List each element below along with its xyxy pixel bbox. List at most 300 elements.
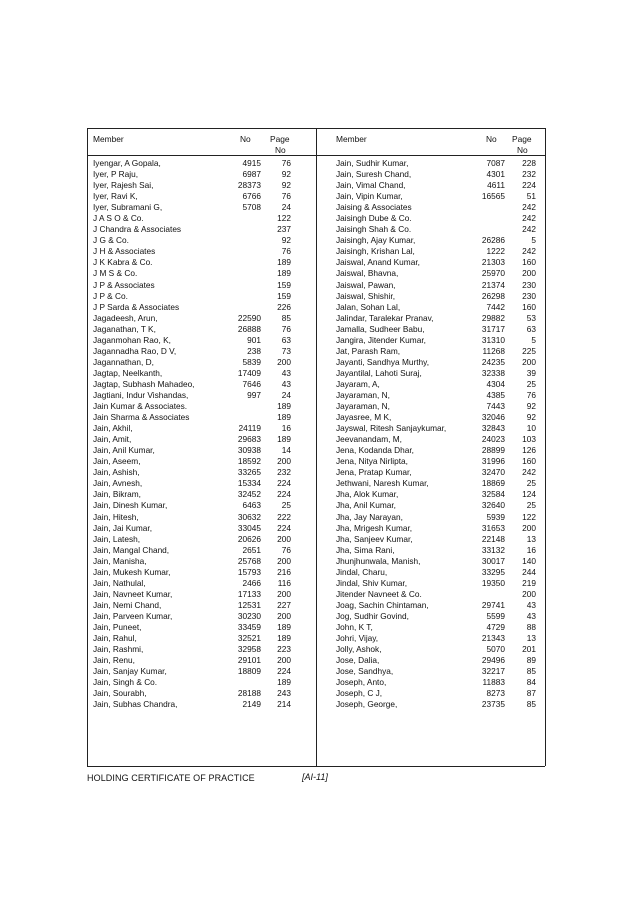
footer-title: HOLDING CERTIFICATE OF PRACTICE <box>87 773 255 783</box>
member-name: Jain, Akhil, <box>93 423 133 434</box>
member-name: Jain Sharma & Associates <box>93 412 190 423</box>
member-number: 11883 <box>482 677 505 688</box>
left-header-no: No <box>240 134 251 144</box>
table-row <box>336 467 537 478</box>
member-name: J P & Co. <box>93 290 128 301</box>
member-number: 24235 <box>481 356 505 367</box>
page-number: 5 <box>531 235 536 246</box>
table-row <box>93 622 293 633</box>
table-bottom-rule <box>87 766 545 767</box>
member-number: 29882 <box>481 312 505 323</box>
member-name: Jain, Anil Kumar, <box>93 445 155 456</box>
member-name: Jain, Renu, <box>93 655 135 666</box>
table-row <box>336 202 537 213</box>
table-row <box>93 644 293 655</box>
table-row <box>93 456 293 467</box>
table-row <box>93 423 293 434</box>
member-number: 15334 <box>237 478 261 489</box>
member-name: Jose, Sandhya, <box>336 666 394 677</box>
page-number: 10 <box>526 423 536 434</box>
table-row <box>336 567 537 578</box>
table-row <box>336 280 537 291</box>
table-row <box>336 423 537 434</box>
member-name: Jaganathan, T K, <box>93 323 156 334</box>
member-number: 30230 <box>237 610 261 621</box>
page-number: 242 <box>522 224 536 235</box>
page-number: 76 <box>526 389 536 400</box>
member-number: 1222 <box>486 246 505 257</box>
table-row <box>336 523 537 534</box>
page-number: 200 <box>277 588 291 599</box>
member-name: Jain, Bikram, <box>93 489 141 500</box>
member-name: Jain, Ashish, <box>93 467 140 478</box>
table-row <box>336 489 537 500</box>
table-row <box>93 280 293 291</box>
member-number: 33459 <box>237 621 261 632</box>
member-number: 19350 <box>481 577 505 588</box>
page-number: 200 <box>277 655 291 666</box>
page-number: 160 <box>522 301 536 312</box>
member-name: Jayaraman, N, <box>336 389 390 400</box>
member-name: Jha, Jay Narayan, <box>336 511 403 522</box>
member-number: 29496 <box>481 655 505 666</box>
table-row <box>93 500 293 511</box>
member-number: 29101 <box>237 655 261 666</box>
member-name: J K Kabra & Co. <box>93 257 153 268</box>
member-number: 32470 <box>481 467 505 478</box>
member-name: Jindal, Shiv Kumar, <box>336 577 408 588</box>
page-number: 189 <box>277 268 291 279</box>
member-number: 30017 <box>481 555 505 566</box>
page-number: 16 <box>526 544 536 555</box>
table-row <box>336 291 537 302</box>
table-row <box>336 644 537 655</box>
member-number: 24119 <box>238 423 261 434</box>
table-row <box>336 534 537 545</box>
page-number: 189 <box>277 257 291 268</box>
table-row <box>336 335 537 346</box>
member-number: 2466 <box>242 577 261 588</box>
member-name: Jain, Jai Kumar, <box>93 522 153 533</box>
member-number: 26888 <box>237 323 261 334</box>
right-header-no: No <box>486 134 497 144</box>
member-name: Johri, Vijay, <box>336 633 379 644</box>
member-name: Jena, Pratap Kumar, <box>336 467 412 478</box>
table-row <box>336 213 537 224</box>
table-row <box>93 191 293 202</box>
table-row <box>336 677 537 688</box>
table-row <box>93 235 293 246</box>
page-number: 225 <box>522 345 536 356</box>
member-name: Jain, Amit, <box>93 434 132 445</box>
page-number: 13 <box>526 633 536 644</box>
member-name: Jaiswal, Anand Kumar, <box>336 257 420 268</box>
left-header-page-no: No <box>275 145 286 155</box>
right-member-list <box>336 158 537 710</box>
member-name: J A S O & Co. <box>93 213 144 224</box>
page-number: 87 <box>526 688 536 699</box>
member-name: Jain Kumar & Associates. <box>93 401 188 412</box>
table-row <box>93 478 293 489</box>
left-header-page: Page <box>270 134 290 144</box>
page-number: 226 <box>277 301 291 312</box>
member-name: Jain, Sourabh, <box>93 688 147 699</box>
member-number: 31310 <box>481 334 505 345</box>
table-row <box>93 169 293 180</box>
member-number: 29741 <box>481 599 505 610</box>
page-number: 92 <box>526 401 536 412</box>
member-name: Jhunjhunwala, Manish, <box>336 555 421 566</box>
page-number: 84 <box>526 677 536 688</box>
table-row <box>336 246 537 257</box>
table-row <box>336 445 537 456</box>
member-name: J H & Associates <box>93 246 156 257</box>
member-number: 6987 <box>242 169 261 180</box>
member-name: Jolly, Ashok, <box>336 644 382 655</box>
member-number: 32452 <box>237 489 261 500</box>
member-number: 26298 <box>481 290 505 301</box>
table-row <box>93 434 293 445</box>
table-row <box>93 467 293 478</box>
member-name: Jayantilal, Lahoti Suraj, <box>336 367 422 378</box>
member-number: 17133 <box>237 588 261 599</box>
table-row <box>336 412 537 423</box>
page-number: 103 <box>522 434 536 445</box>
table-row <box>93 291 293 302</box>
table-row <box>93 257 293 268</box>
member-number: 18809 <box>237 666 261 677</box>
table-row <box>93 202 293 213</box>
page-number: 14 <box>281 445 291 456</box>
table-row <box>336 379 537 390</box>
member-number: 33045 <box>237 522 261 533</box>
member-name: Jalindar, Taralekar Pranav, <box>336 312 434 323</box>
member-number: 32843 <box>481 423 505 434</box>
member-name: Jat, Parash Ram, <box>336 345 401 356</box>
table-row <box>336 589 537 600</box>
page-number: 243 <box>277 688 291 699</box>
page-number: 43 <box>281 378 291 389</box>
page-number: 214 <box>277 699 291 710</box>
page-number: 88 <box>526 621 536 632</box>
member-name: Iyer, Rajesh Sai, <box>93 180 154 191</box>
footer-page-code: [AI-11] <box>302 772 328 782</box>
member-number: 20626 <box>237 533 261 544</box>
member-number: 23735 <box>481 699 505 710</box>
member-number: 5599 <box>486 610 505 621</box>
table-row <box>336 478 537 489</box>
member-name: J G & Co. <box>93 235 129 246</box>
page-number: 200 <box>522 268 536 279</box>
column-divider <box>316 128 317 766</box>
table-row <box>93 512 293 523</box>
member-name: Jain, Navneet Kumar, <box>93 588 173 599</box>
member-number: 25768 <box>237 555 261 566</box>
page-number: 189 <box>277 412 291 423</box>
right-header-page-no: No <box>517 145 528 155</box>
table-row <box>93 368 293 379</box>
table-row <box>93 556 293 567</box>
member-number: 30938 <box>237 445 261 456</box>
page-number: 89 <box>526 655 536 666</box>
page-number: 51 <box>526 191 536 202</box>
page-number: 63 <box>281 334 291 345</box>
member-number: 22148 <box>481 533 505 544</box>
table-row <box>336 346 537 357</box>
member-number: 18592 <box>237 456 261 467</box>
page-number: 85 <box>526 666 536 677</box>
page-number: 242 <box>522 213 536 224</box>
table-row <box>336 313 537 324</box>
page-number: 223 <box>277 644 291 655</box>
member-number: 7087 <box>486 158 505 168</box>
page-number: 92 <box>281 169 291 180</box>
member-number: 26286 <box>481 235 505 246</box>
page-number: 25 <box>526 478 536 489</box>
member-name: Jain, Vimal Chand, <box>336 180 406 191</box>
table-row <box>93 655 293 666</box>
member-name: Jena, Kodanda Dhar, <box>336 445 414 456</box>
table-row <box>93 401 293 412</box>
table-row <box>336 556 537 567</box>
page-number: 200 <box>277 555 291 566</box>
member-number: 4729 <box>486 621 505 632</box>
page-number: 43 <box>526 599 536 610</box>
table-row <box>336 500 537 511</box>
page-number: 237 <box>277 224 291 235</box>
member-number: 8273 <box>486 688 505 699</box>
page-number: 232 <box>522 169 536 180</box>
table-row <box>93 324 293 335</box>
member-name: Jain, Manisha, <box>93 555 147 566</box>
member-number: 21343 <box>481 633 505 644</box>
member-name: Jagadeesh, Arun, <box>93 312 158 323</box>
table-row <box>93 445 293 456</box>
page-number: 227 <box>277 599 291 610</box>
page-number: 124 <box>522 489 536 500</box>
member-name: Jain, Avnesh, <box>93 478 143 489</box>
table-row <box>93 313 293 324</box>
page-number: 244 <box>522 566 536 577</box>
member-number: 5939 <box>486 511 505 522</box>
page-number: 92 <box>281 180 291 191</box>
member-number: 11268 <box>482 345 505 356</box>
page-number: 92 <box>281 235 291 246</box>
table-row <box>336 655 537 666</box>
member-number: 7443 <box>486 401 505 412</box>
page-number: 228 <box>522 158 536 168</box>
member-name: Jangira, Jitender Kumar, <box>336 334 426 345</box>
table-row <box>93 224 293 235</box>
member-name: Jaganmohan Rao, K, <box>93 334 171 345</box>
member-name: Joseph, George, <box>336 699 398 710</box>
member-name: Jha, Alok Kumar, <box>336 489 399 500</box>
table-row <box>336 600 537 611</box>
member-name: Jain, Aseem, <box>93 456 141 467</box>
member-number: 17409 <box>237 367 261 378</box>
table-row <box>93 158 293 169</box>
member-name: Jaiswal, Shishir, <box>336 290 396 301</box>
left-header-member: Member <box>93 134 124 144</box>
page-number: 230 <box>522 290 536 301</box>
page-number: 219 <box>522 577 536 588</box>
member-number: 15793 <box>237 566 261 577</box>
table-row <box>336 688 537 699</box>
page-number: 224 <box>277 522 291 533</box>
member-number: 32338 <box>481 367 505 378</box>
member-number: 31653 <box>481 522 505 533</box>
member-name: J Chandra & Associates <box>93 224 182 235</box>
page-number: 160 <box>522 257 536 268</box>
page-number: 25 <box>281 500 291 511</box>
page-number: 63 <box>526 323 536 334</box>
page-number: 224 <box>277 666 291 677</box>
member-name: Jain, Mukesh Kumar, <box>93 566 171 577</box>
table-row <box>336 180 537 191</box>
member-name: Jain, Puneet, <box>93 621 142 632</box>
page-number: 122 <box>522 511 536 522</box>
member-name: Jog, Sudhir Govind, <box>336 610 409 621</box>
member-name: J M S & Co. <box>93 268 138 279</box>
member-number: 28373 <box>237 180 261 191</box>
member-name: Jagtap, Neelkanth, <box>93 367 163 378</box>
table-row <box>93 567 293 578</box>
table-row <box>93 523 293 534</box>
page-number: 116 <box>277 577 291 588</box>
page-number: 232 <box>277 467 291 478</box>
member-name: Iyer, Subramani G, <box>93 202 163 213</box>
member-number: 7442 <box>486 301 505 312</box>
page-number: 224 <box>277 478 291 489</box>
table-row <box>336 191 537 202</box>
page-number: 16 <box>281 423 291 434</box>
table-row <box>336 324 537 335</box>
page-number: 25 <box>526 378 536 389</box>
table-right-border <box>545 128 546 766</box>
member-name: Jain, Singh & Co. <box>93 677 158 688</box>
member-number: 33295 <box>481 566 505 577</box>
member-number: 32958 <box>237 644 261 655</box>
table-row <box>336 368 537 379</box>
member-number: 28899 <box>481 445 505 456</box>
page-number: 201 <box>522 644 536 655</box>
page-number: 53 <box>526 312 536 323</box>
table-row <box>93 699 293 710</box>
member-name: Jain, Parveen Kumar, <box>93 610 173 621</box>
member-name: Iyer, Ravi K, <box>93 191 138 202</box>
page-number: 200 <box>277 356 291 367</box>
member-name: Jagannathan, D, <box>93 356 154 367</box>
member-number: 32584 <box>481 489 505 500</box>
table-row <box>336 302 537 313</box>
member-name: Jose, Dalia, <box>336 655 380 666</box>
table-row <box>336 158 537 169</box>
page-number: 140 <box>522 555 536 566</box>
page-number: 224 <box>277 489 291 500</box>
member-name: Jayswal, Ritesh Sanjaykumar, <box>336 423 447 434</box>
member-number: 2651 <box>242 544 261 555</box>
member-number: 32521 <box>237 633 261 644</box>
page-number: 73 <box>281 345 291 356</box>
member-number: 21303 <box>481 257 505 268</box>
page-number: 39 <box>526 367 536 378</box>
page-number: 189 <box>277 677 291 688</box>
table-row <box>336 268 537 279</box>
member-name: J P Sarda & Associates <box>93 301 180 312</box>
member-number: 5708 <box>242 202 261 213</box>
table-row <box>336 512 537 523</box>
member-number: 901 <box>247 334 261 345</box>
member-name: Joseph, C J, <box>336 688 383 699</box>
member-number: 18869 <box>481 478 505 489</box>
table-row <box>93 611 293 622</box>
table-row <box>93 677 293 688</box>
table-row <box>336 224 537 235</box>
right-header-page: Page <box>512 134 532 144</box>
table-row <box>336 622 537 633</box>
member-name: Jagannadha Rao, D V, <box>93 345 177 356</box>
member-name: Jayaraman, N, <box>336 401 390 412</box>
member-name: Jayaram, A, <box>336 378 380 389</box>
member-number: 33265 <box>237 467 261 478</box>
member-name: Jain, Latesh, <box>93 533 141 544</box>
member-name: Jha, Mrigesh Kumar, <box>336 522 413 533</box>
member-number: 997 <box>247 389 261 400</box>
table-row <box>93 589 293 600</box>
page-number: 5 <box>531 334 536 345</box>
right-header-member: Member <box>336 134 367 144</box>
page-number: 13 <box>526 533 536 544</box>
member-name: Jena, Nitya Nirlipta, <box>336 456 408 467</box>
table-row <box>93 545 293 556</box>
table-row <box>93 357 293 368</box>
table-row <box>336 456 537 467</box>
table-row <box>336 169 537 180</box>
table-row <box>336 390 537 401</box>
table-row <box>336 434 537 445</box>
member-number: 21374 <box>481 279 505 290</box>
page-number: 189 <box>277 633 291 644</box>
member-number: 22590 <box>237 312 261 323</box>
table-row <box>336 235 537 246</box>
page-number: 76 <box>281 191 291 202</box>
table-row <box>93 688 293 699</box>
table-row <box>93 390 293 401</box>
table-row <box>93 213 293 224</box>
member-name: Jain, Mangal Chand, <box>93 544 170 555</box>
member-number: 16565 <box>481 191 505 202</box>
page-number: 85 <box>526 699 536 710</box>
member-number: 32217 <box>481 666 505 677</box>
page-number: 242 <box>522 467 536 478</box>
member-name: Jeevanandam, M, <box>336 434 402 445</box>
member-name: Jaisingh, Krishan Lal, <box>336 246 415 257</box>
member-number: 31996 <box>481 456 505 467</box>
page-number: 200 <box>277 610 291 621</box>
member-name: Jain, Nemi Chand, <box>93 599 162 610</box>
member-number: 4611 <box>487 180 505 191</box>
table-row <box>93 578 293 589</box>
member-name: John, K T, <box>336 621 373 632</box>
page-number: 25 <box>526 500 536 511</box>
page-number: 224 <box>522 180 536 191</box>
table-row <box>93 302 293 313</box>
member-name: Jaiswal, Pawan, <box>336 279 396 290</box>
page-number: 76 <box>281 544 291 555</box>
table-row <box>93 346 293 357</box>
page-number: 159 <box>277 279 291 290</box>
member-name: Jain, Sudhir Kumar, <box>336 158 409 168</box>
